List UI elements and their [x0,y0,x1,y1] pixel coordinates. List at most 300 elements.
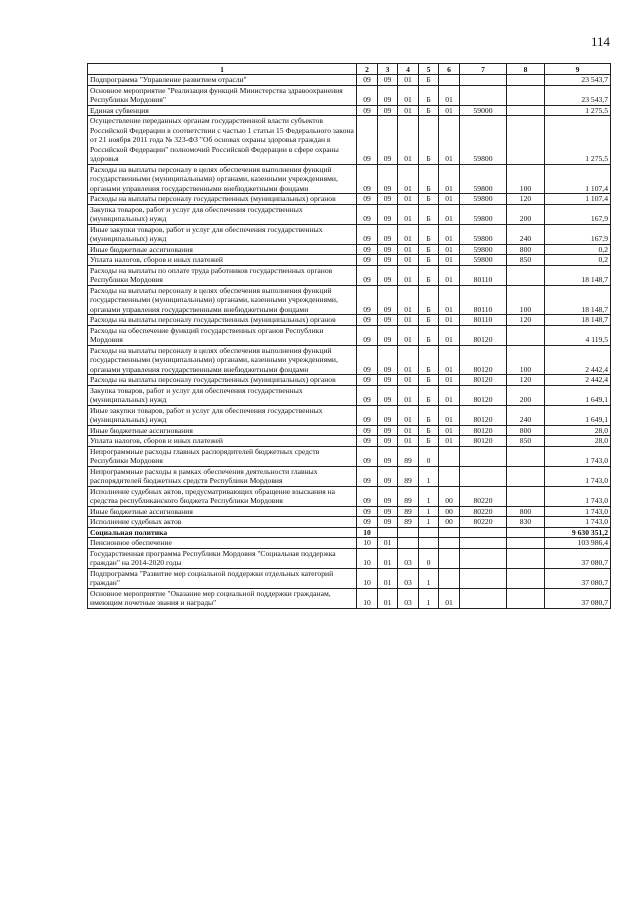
row-code-cell: 09 [357,315,378,326]
row-code-cell: 09 [378,486,398,506]
row-amount-cell: 0,2 [545,244,611,255]
row-code-cell: 1 [419,506,439,517]
row-code-cell [460,466,507,486]
row-name-cell: Расходы на выплаты персоналу государственных (муниципальных) органов [88,375,357,386]
table-row [88,315,611,326]
row-code-cell: 01 [398,224,419,244]
row-name-cell: Уплата налогов, сборов и иных платежей [88,255,357,266]
row-code-cell: 100 [507,164,545,194]
row-code-cell: 80120 [460,375,507,386]
row-code-cell: 1 [419,466,439,486]
header-cell: 5 [419,64,439,75]
row-name-cell: Единая субвенция [88,105,357,116]
row-name-cell: Государственная программа Республики Мордовия "Социальная поддержка граждан" на 2014-2020 годы [88,548,357,568]
row-code-cell: 09 [357,265,378,285]
row-code-cell: 09 [357,224,378,244]
row-name-cell: Расходы на выплаты персоналу в целях обеспечения выполнения функций государственными (муниципальными) органами, казенными учреждениями, органами управления государственными внебюджетными фондами [88,285,357,315]
row-code-cell: Б [419,224,439,244]
row-code-cell: 09 [357,466,378,486]
row-code-cell: 01 [439,375,460,386]
table-row [88,375,611,386]
row-amount-cell: 1 649,1 [545,405,611,425]
row-code-cell: 0 [419,446,439,466]
row-code-cell: 09 [378,325,398,345]
row-amount-cell: 18 148,7 [545,285,611,315]
row-code-cell [507,265,545,285]
row-code-cell: 1 [419,568,439,588]
row-code-cell [507,538,545,549]
row-code-cell: 80220 [460,506,507,517]
row-code-cell: 01 [398,375,419,386]
row-code-cell: 09 [357,375,378,386]
row-amount-cell: 1 649,1 [545,385,611,405]
row-code-cell: 09 [378,255,398,266]
row-code-cell: 120 [507,315,545,326]
row-code-cell: 01 [398,164,419,194]
table-row [88,527,611,538]
row-code-cell: 80120 [460,436,507,447]
table-row [88,105,611,116]
table-row [88,538,611,549]
row-code-cell: 80110 [460,285,507,315]
row-code-cell: 09 [357,436,378,447]
header-cell: 7 [460,64,507,75]
row-code-cell: 09 [357,204,378,224]
row-code-cell: 850 [507,255,545,266]
row-code-cell [460,588,507,608]
row-code-cell: 80120 [460,325,507,345]
row-code-cell: 89 [398,466,419,486]
row-code-cell: 80120 [460,425,507,436]
table-row [88,204,611,224]
row-code-cell: 10 [357,548,378,568]
row-code-cell: 59800 [460,244,507,255]
row-code-cell: 80120 [460,385,507,405]
row-code-cell: 01 [378,568,398,588]
row-code-cell: Б [419,425,439,436]
row-amount-cell: 1 743,0 [545,506,611,517]
row-code-cell: Б [419,325,439,345]
row-amount-cell: 1 743,0 [545,446,611,466]
row-code-cell: 10 [357,538,378,549]
table-row [88,345,611,375]
table-row [88,446,611,466]
row-code-cell: 01 [398,405,419,425]
row-code-cell: 59800 [460,164,507,194]
row-code-cell [507,446,545,466]
row-code-cell [419,538,439,549]
row-code-cell: 09 [378,224,398,244]
row-code-cell: 1 [419,517,439,528]
row-name-cell: Расходы на выплаты персоналу в целях обеспечения выполнения функций государственными (муниципальными) органами, казенными учреждениями, органами управления государственными внебюджетными фондами [88,345,357,375]
row-code-cell: 01 [439,588,460,608]
row-code-cell: 59800 [460,194,507,205]
row-name-cell: Иные закупки товаров, работ и услуг для обеспечения государственных (муниципальных) нужд [88,405,357,425]
row-code-cell: 01 [439,436,460,447]
row-code-cell: Б [419,436,439,447]
row-code-cell: 89 [398,517,419,528]
row-code-cell [507,527,545,538]
row-code-cell: 09 [357,385,378,405]
row-code-cell: 09 [378,75,398,86]
row-code-cell: 09 [378,385,398,405]
row-code-cell: 09 [357,194,378,205]
row-name-cell: Основное мероприятие "Оказание мер социальной поддержки гражданам, имеющим почетные звания и награды" [88,588,357,608]
row-code-cell: 01 [398,204,419,224]
row-amount-cell: 37 080,7 [545,548,611,568]
row-code-cell: 01 [398,325,419,345]
row-code-cell: 01 [398,285,419,315]
row-code-cell [460,85,507,105]
row-code-cell: 09 [378,436,398,447]
row-code-cell: 01 [398,85,419,105]
row-name-cell: Расходы на выплаты по оплате труда работников государственных органов Республики Мордовия [88,265,357,285]
row-code-cell: 09 [357,425,378,436]
row-code-cell: Б [419,345,439,375]
row-code-cell [378,527,398,538]
row-code-cell: 09 [378,265,398,285]
row-code-cell: 09 [357,405,378,425]
row-code-cell: 01 [439,405,460,425]
row-amount-cell: 4 119,5 [545,325,611,345]
row-name-cell: Иные бюджетные ассигнования [88,244,357,255]
row-name-cell: Закупка товаров, работ и услуг для обеспечения государственных (муниципальных) нужд [88,385,357,405]
row-code-cell [507,85,545,105]
table-row [88,466,611,486]
row-code-cell: Б [419,255,439,266]
row-code-cell: 01 [439,244,460,255]
row-code-cell [398,538,419,549]
table-body [88,75,611,609]
row-code-cell [439,527,460,538]
row-code-cell: 01 [439,194,460,205]
row-code-cell: 830 [507,517,545,528]
row-code-cell: 01 [398,425,419,436]
row-code-cell [460,446,507,466]
row-code-cell: 09 [378,164,398,194]
row-code-cell: 09 [357,486,378,506]
row-code-cell: 01 [378,588,398,608]
row-code-cell: 09 [357,345,378,375]
row-code-cell: Б [419,204,439,224]
row-code-cell: 09 [357,105,378,116]
row-code-cell: 200 [507,204,545,224]
row-code-cell: 200 [507,385,545,405]
row-code-cell: 09 [357,517,378,528]
row-amount-cell: 1 275,5 [545,105,611,116]
table-row [88,405,611,425]
row-name-cell: Исполнение судебных актов, предусматривающих обращение взыскания на средства республиканского бюджета Республики Мордовия [88,486,357,506]
row-code-cell: 09 [378,425,398,436]
row-code-cell: 01 [398,315,419,326]
table-row [88,194,611,205]
table-row [88,486,611,506]
row-amount-cell: 18 148,7 [545,315,611,326]
row-code-cell: 100 [507,285,545,315]
table-row [88,425,611,436]
row-code-cell: 09 [357,506,378,517]
row-code-cell: 89 [398,486,419,506]
row-code-cell [507,466,545,486]
row-code-cell: 01 [439,116,460,165]
row-code-cell: 59000 [460,105,507,116]
row-amount-cell: 1 743,0 [545,486,611,506]
table-row [88,285,611,315]
row-code-cell: 01 [398,265,419,285]
row-code-cell [507,588,545,608]
row-code-cell: 03 [398,548,419,568]
row-name-cell: Иные бюджетные ассигнования [88,425,357,436]
row-code-cell: 80110 [460,315,507,326]
row-code-cell: Б [419,85,439,105]
row-code-cell: 09 [378,375,398,386]
row-code-cell: 10 [357,568,378,588]
row-code-cell: 01 [439,164,460,194]
row-code-cell: 01 [439,325,460,345]
row-code-cell: 01 [439,204,460,224]
row-code-cell: 09 [378,405,398,425]
row-code-cell: 09 [378,85,398,105]
row-code-cell: Б [419,375,439,386]
row-code-cell: 800 [507,425,545,436]
row-code-cell: 01 [439,285,460,315]
row-code-cell: 01 [439,315,460,326]
row-code-cell: 01 [439,85,460,105]
budget-table [87,63,611,609]
row-code-cell: 01 [439,105,460,116]
row-code-cell [419,527,439,538]
row-code-cell: 01 [398,105,419,116]
row-code-cell: 0 [419,548,439,568]
row-code-cell: 09 [378,116,398,165]
row-code-cell: 120 [507,194,545,205]
row-code-cell [507,116,545,165]
row-code-cell: 100 [507,345,545,375]
row-code-cell [460,568,507,588]
row-code-cell: 09 [357,446,378,466]
row-name-cell: Подпрограмма "Управление развитием отрасли" [88,75,357,86]
row-code-cell: 09 [357,164,378,194]
table-row [88,244,611,255]
row-name-cell: Исполнение судебных актов [88,517,357,528]
row-code-cell: 00 [439,486,460,506]
row-code-cell: Б [419,315,439,326]
row-code-cell: Б [419,164,439,194]
header-cell: 9 [545,64,611,75]
table-row [88,385,611,405]
row-name-cell: Социальная политика [88,527,357,538]
row-code-cell [507,105,545,116]
row-code-cell: 10 [357,588,378,608]
row-code-cell: 59800 [460,224,507,244]
row-amount-cell: 37 080,7 [545,568,611,588]
row-code-cell: Б [419,265,439,285]
row-name-cell: Основное мероприятие "Реализация функций Министерства здравоохранения Республики Мордовия" [88,85,357,105]
row-amount-cell: 23 543,7 [545,85,611,105]
row-code-cell: 80110 [460,265,507,285]
row-name-cell: Подпрограмма "Развитие мер социальной поддержки отдельных категорий граждан" [88,568,357,588]
row-code-cell: 59800 [460,204,507,224]
row-code-cell: 59800 [460,116,507,165]
row-code-cell: 09 [357,75,378,86]
row-code-cell: 00 [439,506,460,517]
row-amount-cell: 9 630 351,2 [545,527,611,538]
row-name-cell: Закупка товаров, работ и услуг для обеспечения государственных (муниципальных) нужд [88,204,357,224]
row-code-cell: 00 [439,517,460,528]
row-amount-cell: 0,2 [545,255,611,266]
table-row [88,436,611,447]
row-amount-cell: 18 148,7 [545,265,611,285]
row-code-cell [439,538,460,549]
row-code-cell: 03 [398,568,419,588]
row-code-cell: 01 [398,255,419,266]
row-code-cell: 09 [357,244,378,255]
row-code-cell: 09 [357,85,378,105]
row-code-cell: Б [419,194,439,205]
row-code-cell: 09 [357,325,378,345]
row-code-cell [507,325,545,345]
row-code-cell: 09 [378,194,398,205]
row-code-cell: 01 [439,425,460,436]
header-cell: 2 [357,64,378,75]
row-name-cell: Расходы на выплаты персоналу государственных (муниципальных) органов [88,315,357,326]
row-amount-cell: 103 986,4 [545,538,611,549]
row-code-cell: 10 [357,527,378,538]
row-code-cell: 09 [378,204,398,224]
row-code-cell: 01 [398,194,419,205]
row-code-cell: 80120 [460,405,507,425]
row-code-cell [439,568,460,588]
row-code-cell: 01 [439,385,460,405]
row-code-cell: Б [419,105,439,116]
row-amount-cell: 167,9 [545,204,611,224]
row-code-cell: 80120 [460,345,507,375]
row-code-cell: 09 [357,116,378,165]
row-code-cell: 09 [378,315,398,326]
row-amount-cell: 1 275,5 [545,116,611,165]
row-code-cell: Б [419,116,439,165]
row-code-cell: 01 [398,116,419,165]
row-code-cell: 80220 [460,517,507,528]
row-code-cell: 09 [378,285,398,315]
row-amount-cell: 2 442,4 [545,345,611,375]
table-row [88,517,611,528]
row-code-cell: Б [419,385,439,405]
row-amount-cell: 1 743,0 [545,517,611,528]
row-code-cell: 1 [419,588,439,608]
row-code-cell: 03 [398,588,419,608]
table-header-row [88,64,611,75]
row-name-cell: Пенсионное обеспечение [88,538,357,549]
row-name-cell: Расходы на выплаты персоналу государственных (муниципальных) органов [88,194,357,205]
header-cell: 4 [398,64,419,75]
row-code-cell [507,568,545,588]
row-amount-cell: 167,9 [545,224,611,244]
row-code-cell: 09 [357,285,378,315]
row-code-cell: 09 [378,244,398,255]
row-code-cell [507,75,545,86]
row-code-cell [460,75,507,86]
header-cell: 1 [88,64,357,75]
row-amount-cell: 2 442,4 [545,375,611,386]
row-code-cell: 01 [378,538,398,549]
header-cell: 8 [507,64,545,75]
row-name-cell: Расходы на обеспечение функций государственных органов Республики Мордовия [88,325,357,345]
table-row [88,224,611,244]
row-amount-cell: 1 743,0 [545,466,611,486]
table-row [88,548,611,568]
row-code-cell: 800 [507,244,545,255]
row-code-cell: 89 [398,446,419,466]
row-code-cell: 800 [507,506,545,517]
row-amount-cell: 1 107,4 [545,164,611,194]
row-name-cell: Осуществление переданных органам государственной власти субъектов Российской Федерации в соответствии с частью 1 статьи 15 Федерального закона от 21 ноября 2011 года № 323-ФЗ "Об основах охраны здоровья граждан в Российской Федерации" полномочий Российской Федерации в сфере охраны здоровья [88,116,357,165]
row-name-cell: Непрограммные расходы в рамках обеспечения деятельности главных распорядителей бюджетных средств Республики Мордовия [88,466,357,486]
row-code-cell: 09 [378,345,398,375]
row-name-cell: Непрограммные расходы главных распорядителей бюджетных средств Республики Мордовия [88,446,357,466]
row-code-cell: 850 [507,436,545,447]
row-code-cell [507,486,545,506]
row-code-cell [439,466,460,486]
row-code-cell: 01 [439,265,460,285]
row-code-cell [460,527,507,538]
header-cell: 6 [439,64,460,75]
table-row [88,568,611,588]
row-code-cell: Б [419,285,439,315]
table-row [88,325,611,345]
row-code-cell: 240 [507,405,545,425]
row-code-cell: 01 [398,345,419,375]
row-name-cell: Иные закупки товаров, работ и услуг для обеспечения государственных (муниципальных) нужд [88,224,357,244]
row-amount-cell: 28,0 [545,425,611,436]
row-code-cell: 01 [439,345,460,375]
row-code-cell: 59800 [460,255,507,266]
table-row [88,85,611,105]
row-code-cell [439,548,460,568]
row-code-cell: 120 [507,375,545,386]
row-code-cell: 01 [439,255,460,266]
row-code-cell: 09 [378,105,398,116]
row-code-cell: 09 [357,255,378,266]
row-code-cell: 01 [398,436,419,447]
row-code-cell: 1 [419,486,439,506]
row-amount-cell: 28,0 [545,436,611,447]
row-amount-cell: 1 107,4 [545,194,611,205]
table-row [88,75,611,86]
row-code-cell [460,538,507,549]
header-cell: 3 [378,64,398,75]
row-code-cell: 09 [378,446,398,466]
row-code-cell: 01 [398,244,419,255]
row-code-cell: 09 [378,466,398,486]
row-code-cell [460,548,507,568]
table-row [88,265,611,285]
row-name-cell: Расходы на выплаты персоналу в целях обеспечения выполнения функций государственными (муниципальными) органами, казенными учреждениями, органами управления государственными внебюджетными фондами [88,164,357,194]
row-code-cell [507,548,545,568]
row-code-cell [398,527,419,538]
row-name-cell: Уплата налогов, сборов и иных платежей [88,436,357,447]
row-code-cell: 01 [439,224,460,244]
table-row [88,255,611,266]
row-code-cell: 240 [507,224,545,244]
table-row [88,506,611,517]
row-code-cell: Б [419,75,439,86]
row-code-cell: 09 [378,517,398,528]
row-code-cell [439,75,460,86]
row-amount-cell: 37 080,7 [545,588,611,608]
row-code-cell: 89 [398,506,419,517]
row-code-cell: 09 [378,506,398,517]
